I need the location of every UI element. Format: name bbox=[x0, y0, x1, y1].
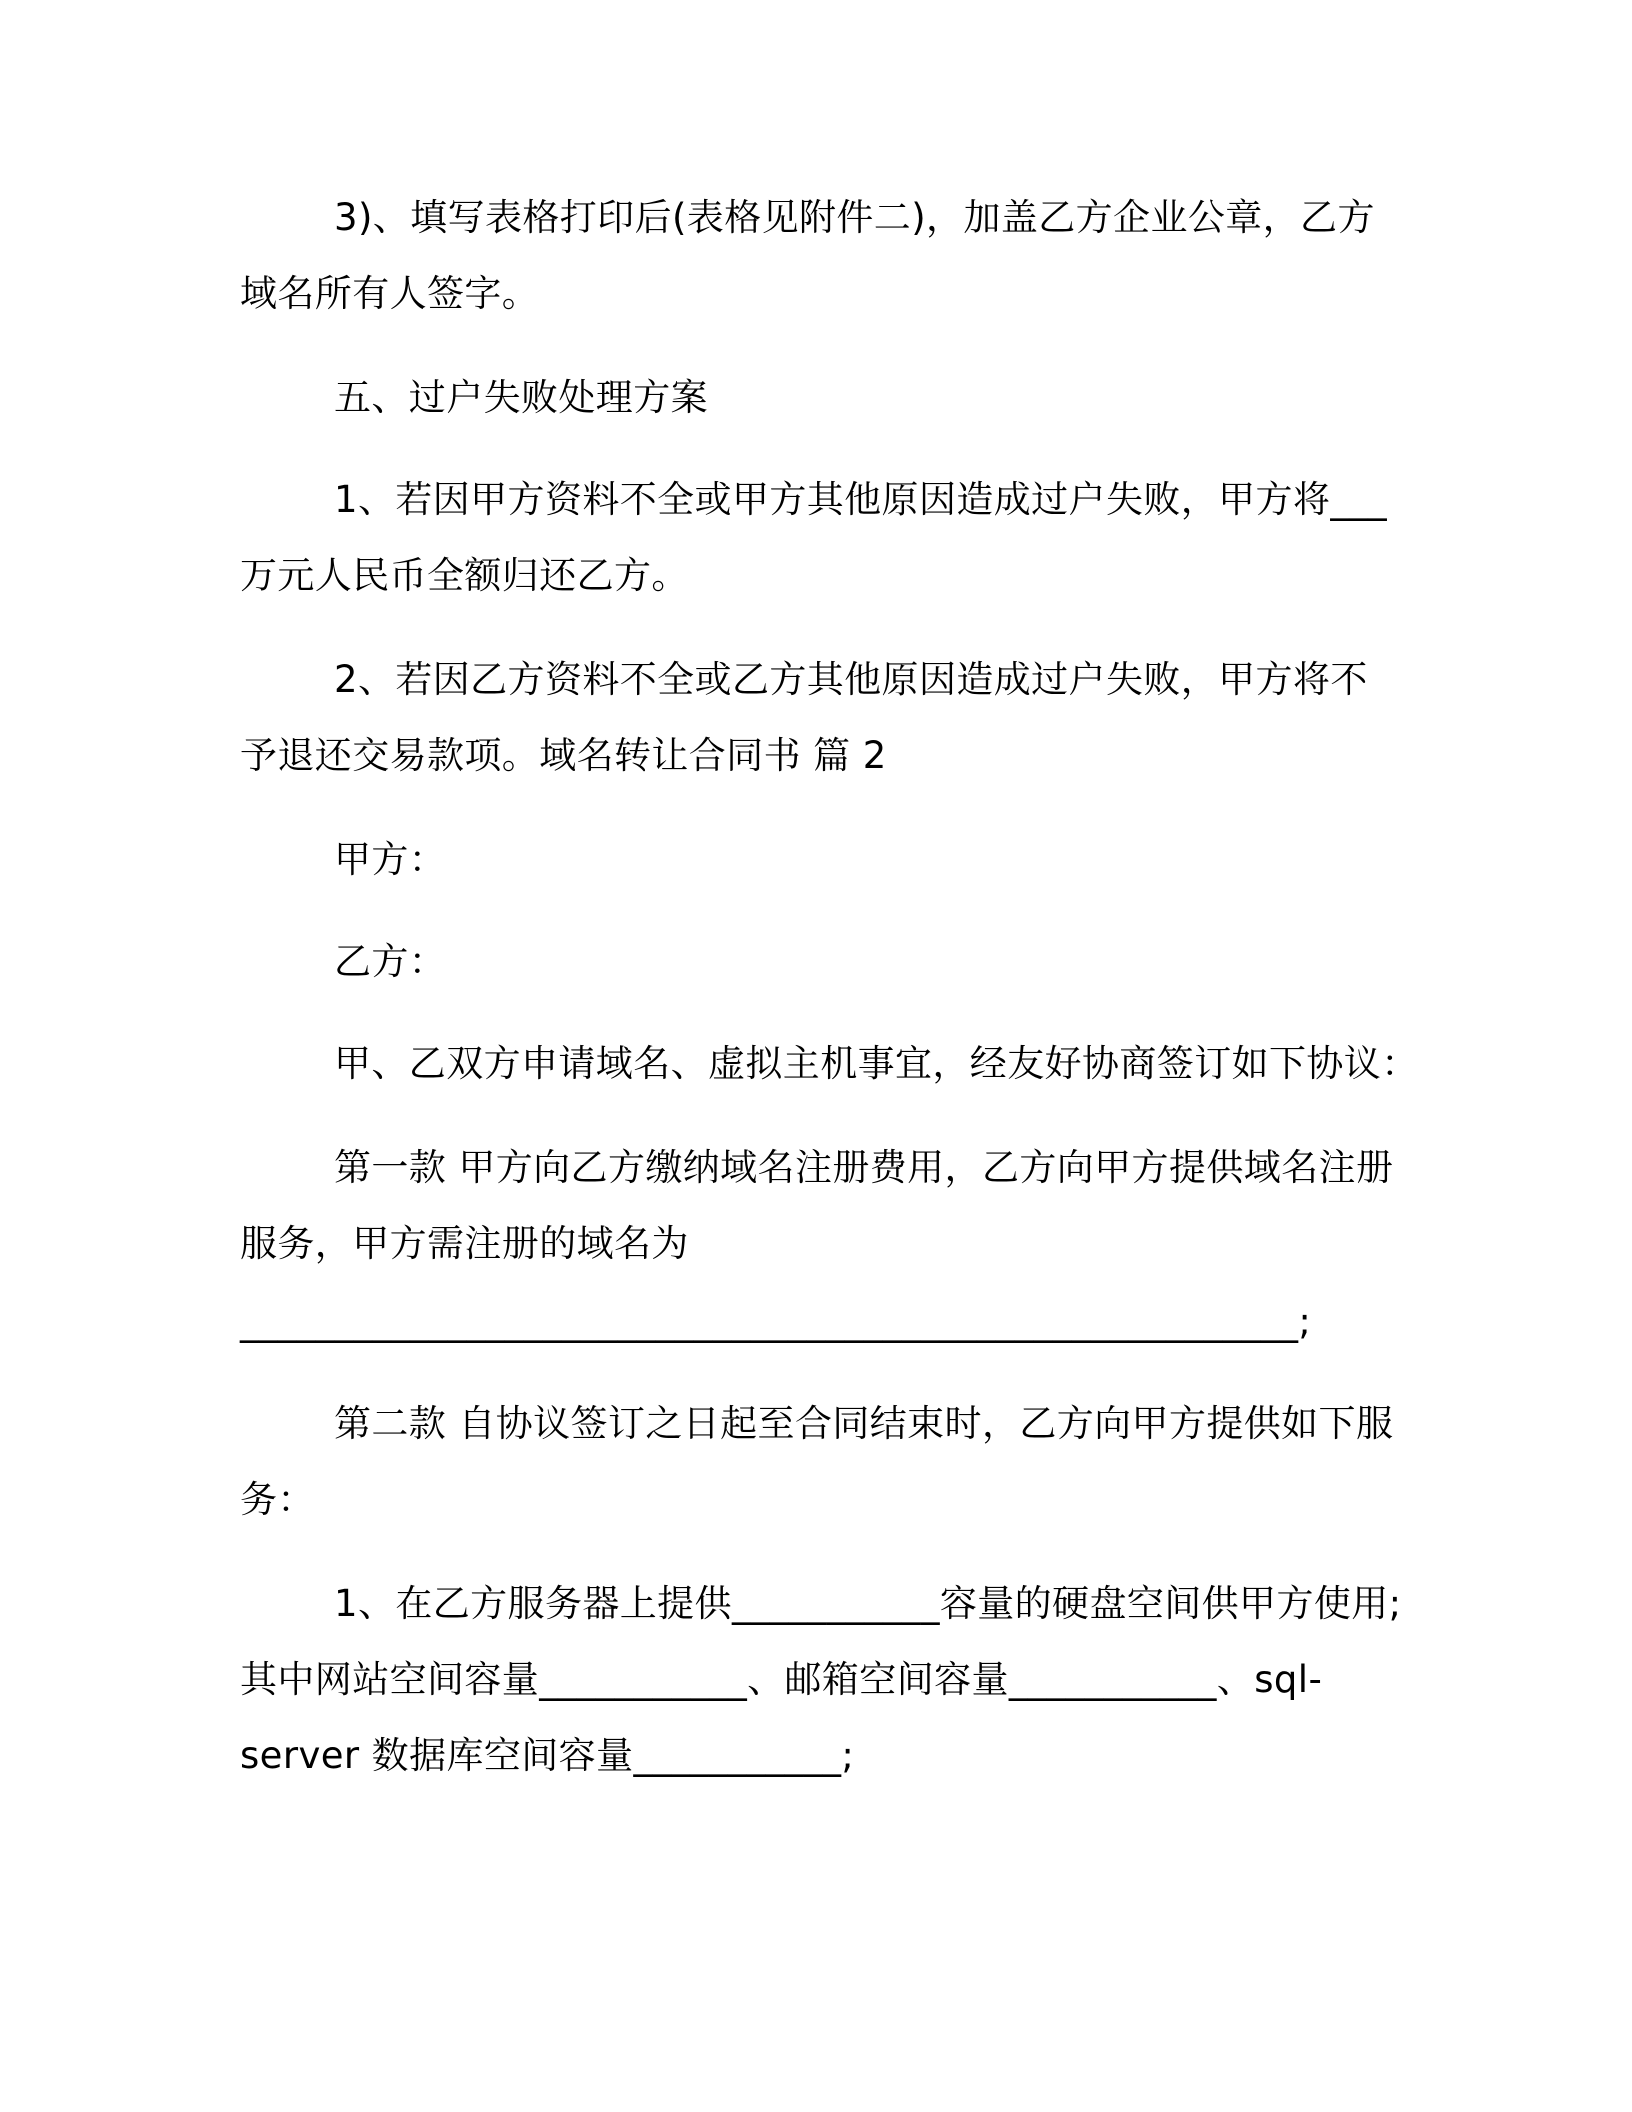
section-heading-5: 五、过户失败处理方案 bbox=[334, 376, 708, 419]
domain-blank-line: ________________________________________________________; bbox=[240, 1300, 1312, 1343]
text-line-7: 予退还交易款项。域名转让合同书 篇 2 bbox=[240, 734, 887, 777]
service-item-1-line-1: 1、在乙方服务器上提供___________容量的硬盘空间供甲方使用; bbox=[334, 1582, 1402, 1625]
text-line-5: 万元人民币全额归还乙方。 bbox=[240, 554, 689, 597]
service-item-1-line-3: server 数据库空间容量___________; bbox=[240, 1734, 855, 1777]
party-a-label: 甲方： bbox=[334, 838, 447, 881]
clause-2-line-2: 务： bbox=[240, 1478, 315, 1521]
text-line-10: 甲、乙双方申请域名、虚拟主机事宜，经友好协商签订如下协议： bbox=[334, 1042, 1419, 1085]
service-item-1-line-2: 其中网站空间容量___________、邮箱空间容量___________、sql- bbox=[240, 1658, 1323, 1701]
party-b-label: 乙方： bbox=[334, 940, 447, 983]
text-line-4: 1、若因甲方资料不全或甲方其他原因造成过户失败，甲方将___ bbox=[334, 478, 1388, 521]
clause-2-line-1: 第二款 自协议签订之日起至合同结束时，乙方向甲方提供如下服 bbox=[334, 1402, 1394, 1445]
text-line-1: 3)、填写表格打印后(表格见附件二)，加盖乙方企业公章，乙方 bbox=[334, 196, 1375, 239]
clause-1-line-1: 第一款 甲方向乙方缴纳域名注册费用，乙方向甲方提供域名注册 bbox=[334, 1146, 1394, 1189]
text-line-6: 2、若因乙方资料不全或乙方其他原因造成过户失败，甲方将不 bbox=[334, 658, 1368, 701]
clause-1-line-2: 服务，甲方需注册的域名为 bbox=[240, 1222, 689, 1265]
text-line-2: 域名所有人签字。 bbox=[240, 272, 540, 315]
